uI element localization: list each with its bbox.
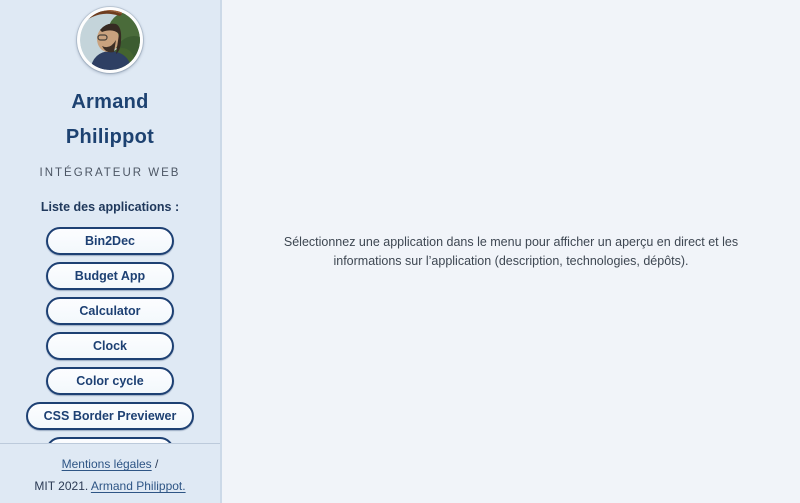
profile-name-first: Armand: [71, 91, 149, 113]
job-title: INTÉGRATEUR WEB: [39, 167, 181, 179]
app-button-calculator[interactable]: Calculator: [46, 297, 174, 325]
legal-notice-link[interactable]: Mentions légales: [61, 457, 152, 471]
profile-name: [66, 85, 154, 155]
profile-name-last: Philippot: [65, 126, 155, 148]
list-item: [46, 297, 174, 332]
app-button-budget-app[interactable]: Budget App: [46, 262, 174, 290]
list-item: [46, 227, 174, 262]
avatar: [77, 7, 143, 73]
main-content: [222, 0, 800, 503]
app-button-bin2dec[interactable]: Bin2Dec: [46, 227, 174, 255]
license-text: MIT 2021.: [34, 479, 89, 493]
app-button-css-border-previewer[interactable]: CSS Border Previewer: [26, 402, 195, 430]
sidebar: [0, 0, 222, 503]
app-button-color-cycle[interactable]: Color cycle: [46, 367, 174, 395]
app-preview-placeholder-text: Sélectionnez une application dans le menu pour afficher un aperçu en direct et les informations sur l’application (description, technologies, dépôts).: [283, 234, 739, 268]
profile-header: [0, 0, 220, 179]
app-button-clock[interactable]: Clock: [46, 332, 174, 360]
sidebar-footer: [0, 443, 220, 503]
list-item: [46, 262, 174, 297]
footer-separator: /: [155, 457, 159, 471]
apps-heading: Liste des applications :: [40, 200, 180, 214]
footer-legal-line: [0, 453, 220, 475]
avatar-image: [80, 10, 140, 70]
apps-list: [26, 227, 195, 443]
list-item: [46, 332, 174, 367]
author-link[interactable]: Armand Philippot.: [90, 479, 186, 493]
list-item: [46, 367, 174, 402]
list-item: [26, 402, 195, 437]
footer-license-line: [0, 475, 220, 497]
apps-nav: [0, 179, 220, 443]
